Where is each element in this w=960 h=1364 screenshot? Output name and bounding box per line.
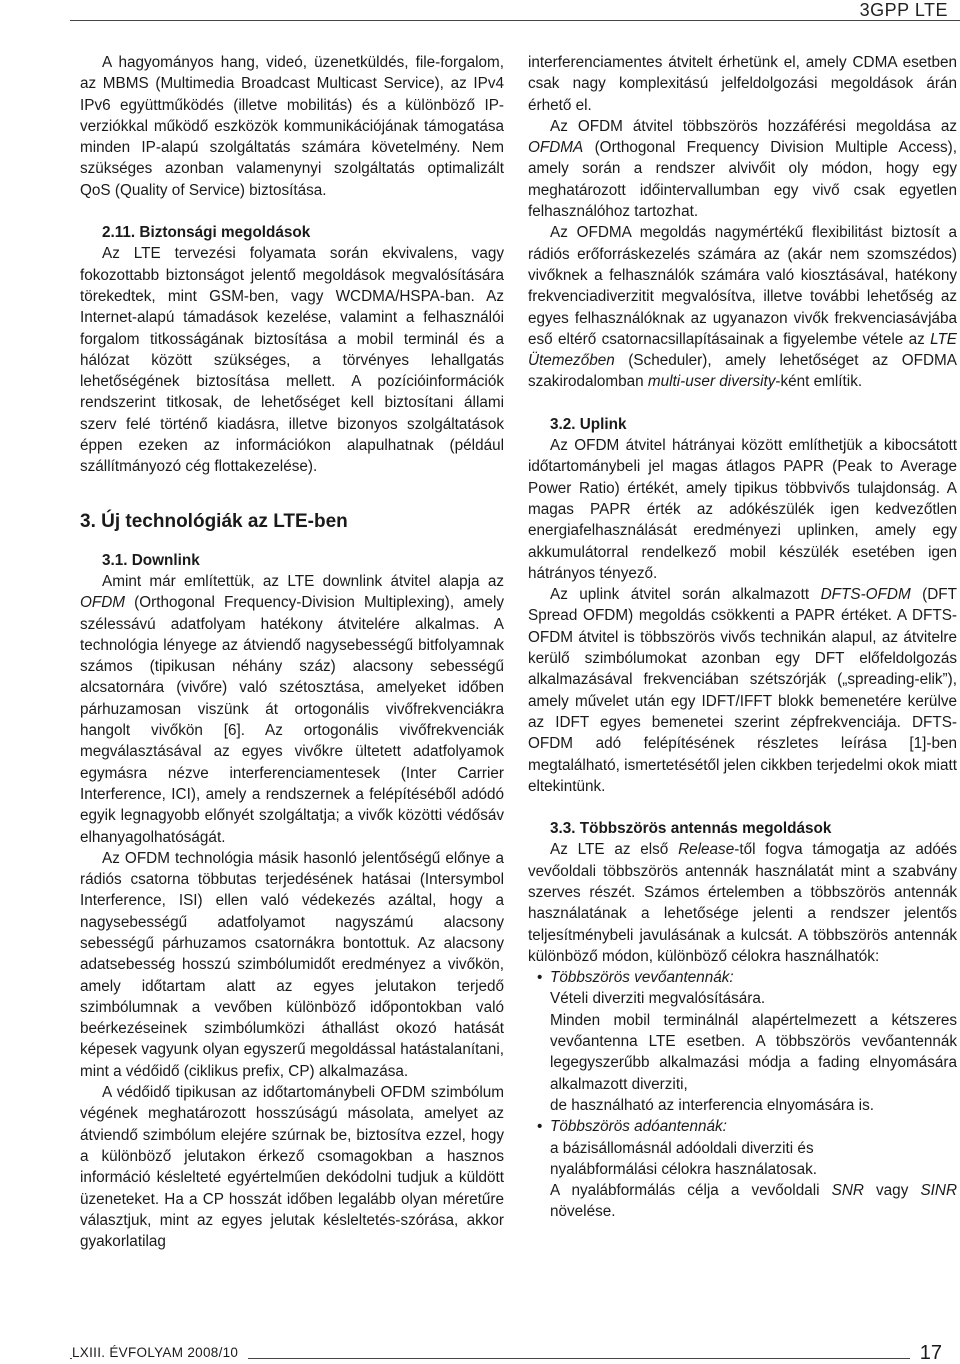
intro-paragraph: A hagyományos hang, videó, üzenetküldés, file-forgalom, az MBMS (Multimedia Broadcast Multicast Service), az IPv4 IPv6 együttműködés (illetve mobilitás) és a különböző IP-verziókkal működő eszközök kommunikációjának támogatása minden IP-alapú szolgáltatás számára követelmény. Nem szükséges azonban valamenynyi szolgáltatás optimalizált QoS (Quality of Service) biztosítása. — [80, 54, 504, 199]
section-2-11-paragraph: Az LTE tervezési folyamata során ekvivalens, vagy fokozottabb biztonságot jelentő megoldások megvalósítására törekedtek, mint GSM-ben, vagy WCDMA/HSPA-ban. Az Internet-alapú támadások kezelése, valamint a felhasználói forgalom titkosságának biztosítása a mobil terminál és a hálózat között szükséges, a törvényes lehallgatás lehetőségének biztosítása mellett. A pozícióinformációk rendszerint titkosak, de lehetőséget kell biztosítani állami szerv felé történő kiadásra, illetve bizonyos szolgáltatások éppen ezeken az információkon alapulhatnak (például szállítmányozó cég flottakezelése). — [80, 245, 504, 476]
list-item-rx-antennas: • Többszörös vevőantennák: Vételi diverziti megvalósítására. Minden mobil terminálnál alapértelmezett a kétszeres vevőantenna LTE esetben. A többszörös vevőantennák legegyszerűbb alkalmazási módja a fading elnyomására alkalmazott diverziti, de használható az interferencia elnyomására is. — [528, 967, 957, 1116]
section-3-2-paragraph-a: Az OFDM átvitel hátrányai között említhetjük a kibocsátott időtartománybeli jel magas átlagos PAPR (Peak to Average Power Ratio) értékét, amely tipikus többvivős tulajdonság. A magas PAPR érték az adókészülék igen kedvezőtlen energiafelhasználását eredményezi uplinken, amely egy akkumulátorral rendelkező mobil készülék esetében igen hátrányos tényező. — [528, 437, 957, 582]
continued-paragraph: interferenciamentes átvitelt érhetünk el, amely CDMA esetben csak nagy komplexitású jelfeldolgozási megoldások árán érhető el. — [528, 54, 957, 114]
section-3-1-paragraph-a: Amint már említettük, az LTE downlink átvitel alapja az OFDM (Orthogonal Frequency-Division Multiplexing), amely szélessávú adatfolyam hatékony átvitelére alkalmas. A technológia lényege az átviendő nagysebességű bitfolyamnak számos (tipikusan néhány száz) alacsony sebességű alcsatornára (vivőre) való szétosztása, amelyeket időben párhuzamosan viszünk át ortogonális vivőfrekvenciákra hangolt vivőkön [6]. Az ortogonális vivőfrekvenciák megválasztásával az egyes vivőkre ültetett adatfolyamok egymásra nézve interferenciamentesek (Inter Carrier Interference, ICI), amely a rendszernek a felépítéséből adódó egyik legnagyobb előnyét szolgáltatja; a vivők közötti védősáv elhanyagolhatóságát. — [80, 572, 504, 846]
section-3-1-paragraph-c: A védőidő tipikusan az időtartománybeli OFDM szimbólum végének meghatározott hosszúságú másolata, amelyet az átviendő szimbólum elejére szúrnak be, biztosítva ezzel, hogy a különböző jelutakon érkező csomagokban a hasznos információ késlelteté egyértelműen dekódolni tudjuk a küldött üzeneteket. Ha a CP hosszát időben legalább olyan méretűre választjuk, mint az egyes jelutak késleltetés-szórása, akkor gyakorlatilag — [80, 1084, 504, 1251]
section-3-1-heading: 3.1. Downlink — [102, 551, 200, 569]
ofdma-paragraph: Az OFDM átvitel többszörös hozzáférési megoldása az OFDMA (Orthogonal Frequency Division Multiple Access), amely során a rendszer alvivőit oly módon, hogy egy meghatározott időintervallumban egy vivő csak egyetlen felhasználóhoz tartozhat. — [528, 117, 957, 221]
section-2-11-heading: 2.11. Biztonsági megoldások — [102, 224, 311, 242]
section-3-heading: 3. Új technológiák az LTE-ben — [80, 510, 348, 532]
section-3-3-heading: 3.3. Többszörös antennás megoldások — [550, 820, 832, 838]
running-header: 3GPP LTE — [846, 0, 948, 20]
antenna-usage-list — [528, 967, 957, 1223]
beamforming-goal-line: A nyalábformálás célja a vevőoldali SNR vagy SINR növelése. — [550, 1182, 957, 1221]
left-column — [80, 52, 504, 1252]
page-number: 17 — [910, 1343, 942, 1363]
flexibility-paragraph: Az OFDMA megoldás nagymértékű flexibilitást biztosít a rádiós erőforráskezelés számára az (akár nem szomszédos) vivőknek a felhasználók számára való kiosztásával, hatékony frekvenciadiverzitit megvalósítva, illetve további lehetőség az egyes felhasználóknak az ugyanazon vivők frekvenciasávjába eső eltérő csatornacsillapításainak a figyelembe vétele az LTE Ütemezőben (Scheduler), amely lehetőséget az OFDMA szakirodalomban multi-user diversity-ként említik. — [528, 224, 957, 391]
footer-issue: LXIII. ÉVFOLYAM 2008/10 — [72, 1345, 248, 1361]
section-3-2-heading: 3.2. Uplink — [550, 415, 627, 433]
header-rule — [70, 20, 960, 21]
section-3-3-paragraph: Az LTE az első Release-től fogva támogatja az adóés vevőoldali többszörös antennák használatát mint a szabvány szerves részét. Számos értelemben a többszörös antennák használatának a lehetősége jelenti a rendszer jelentős teljesítménybeli javulásának a kulcsát. A többszörös antennák különböző módon, különböző célokra használhatók: — [528, 841, 957, 965]
section-3-1-paragraph-b: Az OFDM technológia másik hasonló jelentőségű előnye a rádiós csatorna többutas terjedésének hatásai (Intersymbol Interference, ISI) ellen való védekezés azáltal, hogy a nagysebességű adatfolyamot nagyszámú alacsony sebességű párhuzamos csatornákra bontottuk. Az alacsony adatsebesség hosszú szimbólumidőt eredményez a vivőkön, amely időtartam alatt az egyes jelutakon terjedő szimbólumnak a vevőben különböző időpontokban való beérkezéseinek szimbólumközi áthallást okozó hatását képesek vagyunk olyan egyszerű megoldással hatástalanítani, mint a védőidő (ciklikus prefix, CP) alkalmazása. — [80, 849, 504, 1080]
section-3-2-paragraph-b: Az uplink átvitel során alkalmazott DFTS-OFDM (DFT Spread OFDM) megoldás csökkenti a PAPR értéket. A DFTS-OFDM átvitel is többszörös vivős technikán alapul, az átvitelre kerülő szimbólumokat azonban egy DFT előfeldolgozás alkalmazásával frekvenciában szétszórják („spreading-elik”), amely művelet után egy IDFT/IFFT blokk bemenetére kerülve az IDFT egyes bemenetei szerint zépfrekvenciája. DFTS-OFDM adó felépítésének részletes leírása [1]-ben megtalálható, ismertetésétől jelen cikkben terjedelmi okok miatt eltekintünk. — [528, 586, 957, 795]
list-item-tx-antennas: • Többszörös adóantennák: a bázisállomásnál adóoldali diverziti és nyalábformálási célokra használatosak. A nyalábformálás célja a vevőoldali SNR vagy SINR növelése. — [528, 1116, 957, 1222]
right-column — [528, 52, 957, 1223]
